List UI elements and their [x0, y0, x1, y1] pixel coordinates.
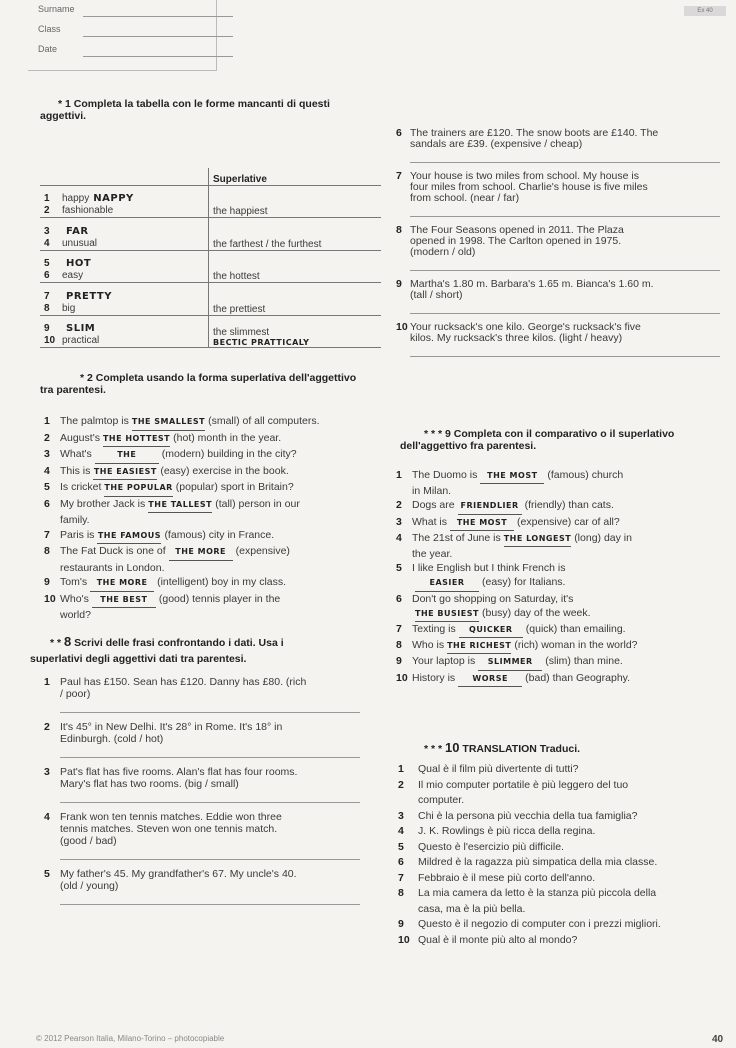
table-row	[40, 186, 381, 218]
table-cell-base	[40, 283, 209, 315]
sentence-start: Paris is	[60, 528, 95, 541]
translation-item	[398, 886, 728, 902]
ex9-list	[396, 468, 728, 687]
sentence-end: (easy) for Italians.	[482, 576, 566, 589]
item-number: 4	[396, 531, 402, 544]
superlative-text: the slimmest	[213, 327, 270, 338]
item-number: 8	[398, 887, 404, 899]
item-line: The trainers are £120. The snow boots are £140. The	[410, 127, 659, 139]
fill-in-item	[44, 464, 374, 481]
translation-item	[398, 855, 728, 871]
table-row	[40, 218, 381, 250]
item-line: The Four Seasons opened in 2011. The Plaza	[410, 224, 624, 236]
ex9-instruction	[400, 428, 730, 452]
table-cell-base	[40, 218, 209, 250]
superlative-text: the prettiest	[213, 303, 266, 315]
item-line: Pat's flat has five rooms. Alan's flat has four rooms.	[60, 766, 298, 778]
translation-text: Mildred è la ragazza più simpatica della mia classe.	[418, 856, 658, 868]
item-number: 10	[398, 933, 410, 946]
sentence-end: (famous) church	[547, 469, 624, 481]
ex10-instruction	[424, 740, 724, 755]
fill-in-item	[396, 561, 728, 575]
item-number: 10	[44, 592, 56, 605]
ex8-number: 8	[64, 634, 72, 649]
answer-blank[interactable]: THE LONGEST	[504, 532, 571, 547]
row-number: 8	[44, 302, 50, 314]
comparison-item	[44, 811, 374, 860]
translation-item	[398, 824, 728, 840]
sentence-start: The Fat Duck is one of	[60, 545, 166, 557]
item-number: 5	[396, 562, 402, 575]
sentence-end: (small) of all computers.	[208, 415, 320, 427]
item-number: 7	[44, 528, 50, 541]
item-number: 2	[398, 778, 404, 791]
handwritten-answer[interactable]: NAPPY	[93, 193, 134, 205]
base-word: big	[62, 302, 76, 314]
sentence-end: (busy) day of the week.	[482, 606, 591, 619]
fill-in-item	[396, 498, 728, 514]
fill-in-item	[396, 468, 728, 484]
answer-blank[interactable]: FRIENDLIER	[458, 499, 522, 514]
superlative-text: the hottest	[213, 271, 260, 283]
base-form-item	[44, 193, 204, 205]
item-line: Edinburgh. (cold / hot)	[60, 733, 164, 745]
sentence-start: Dogs are	[412, 499, 455, 512]
copyright: © 2012 Pearson Italia, Milano-Torino – photocopiable	[36, 1034, 225, 1043]
translation-item	[398, 778, 728, 794]
ex8-title: Scrivi delle frasi confrontando i dati. Usa i	[74, 637, 284, 649]
ex10-list	[398, 762, 728, 948]
comparison-item	[396, 225, 726, 271]
table-row	[40, 250, 381, 282]
base-form-item	[44, 258, 204, 270]
superlative-text: the farthest / the furthest	[213, 238, 322, 250]
row-number: 5	[44, 258, 50, 270]
row-number: 2	[44, 205, 50, 217]
sentence-start: Your laptop is	[412, 655, 476, 668]
base-word: happy	[62, 193, 90, 205]
answer-line[interactable]	[60, 700, 360, 713]
fill-in-item	[396, 515, 728, 531]
item-number: 3	[398, 809, 404, 822]
translation-text: Questo è l'esercizio più difficile.	[418, 840, 564, 853]
ex8-instruction	[30, 634, 390, 665]
item-line: four miles from school. Charlie's house is five miles	[410, 181, 648, 193]
answer-blank[interactable]: QUICKER	[459, 623, 523, 638]
item-line: Martha's 1.80 m. Barbara's 1.65 m. Bianca's 1.60 m.	[410, 278, 654, 290]
answer-blank[interactable]: THE	[95, 448, 159, 464]
sentence-start: My brother Jack is	[60, 497, 146, 510]
sentence-start: August's	[60, 431, 100, 444]
answer-line[interactable]	[410, 258, 720, 271]
item-number: 9	[396, 655, 402, 668]
translation-item	[398, 871, 728, 887]
ex9-title: Completa con il comparativo o il superlativo	[453, 428, 675, 440]
translation-text: J. K. Rowlings è più ricca della regina.	[418, 825, 596, 837]
sentence-end: (bad) than Geography.	[525, 671, 631, 684]
base-word: fashionable	[62, 205, 114, 217]
item-number: 6	[396, 127, 402, 139]
handwritten-answer[interactable]: PRETTY	[66, 290, 112, 302]
answer-blank[interactable]: EASIER	[415, 576, 479, 591]
sentence-end: (long) day in	[574, 531, 632, 544]
superlative-text: the happiest	[213, 206, 268, 218]
item-line: Frank won ten tennis matches. Eddie won three	[60, 811, 282, 823]
item-line: It's 45° in New Delhi. It's 28° in Rome. It's 18° in	[60, 721, 283, 733]
fill-in-item	[44, 561, 374, 576]
translation-text: Qual è il film più divertente di tutti?	[418, 763, 579, 775]
base-word: easy	[62, 270, 84, 282]
answer-line[interactable]	[410, 204, 720, 217]
item-number: 2	[396, 499, 402, 512]
table-cell-superlative	[209, 250, 382, 282]
comparison-item	[396, 128, 726, 163]
ex7-title: Completa la tabella con le forme mancanti di questi	[73, 98, 330, 110]
fill-in-item	[44, 480, 374, 497]
sentence-start: The Duomo is	[412, 469, 478, 481]
base-word: unusual	[62, 237, 98, 249]
item-number: 4	[398, 825, 404, 837]
sentence-start: The 21st of June is	[412, 531, 501, 544]
translation-text: casa, ma è la più bella.	[418, 902, 526, 915]
fill-in-item	[396, 531, 728, 547]
sentence-start: This is	[60, 464, 91, 477]
item-number: 5	[398, 840, 404, 853]
answer-blank[interactable]: THE BEST	[92, 593, 156, 609]
row-number: 4	[44, 237, 50, 249]
fill-in-item	[44, 528, 374, 545]
date-line[interactable]	[83, 56, 233, 57]
fill-in-item	[44, 447, 374, 464]
item-number: 7	[398, 871, 404, 884]
base-form-item	[44, 323, 204, 335]
item-line: My father's 45. My grandfather's 67. My uncle's 40.	[60, 868, 297, 880]
fill-in-item	[44, 497, 374, 514]
sentence-end: (expensive)	[235, 545, 290, 557]
item-line: Paul has £150. Sean has £120. Danny has £80. (rich	[60, 676, 307, 688]
handwritten-answer[interactable]: FAR	[66, 225, 89, 237]
item-line: from school. (near / far)	[410, 192, 520, 204]
answer-blank[interactable]: SLIMMER	[478, 655, 542, 670]
item-number: 9	[44, 576, 50, 588]
sentence-start: The palmtop is	[60, 415, 129, 427]
comparison-item	[396, 171, 726, 217]
sentence-end: (slim) than mine.	[545, 655, 623, 668]
answer-blank[interactable]: THE BUSIEST	[415, 607, 479, 622]
ex9-title2: dell'aggettivo fra parentesi.	[400, 440, 537, 452]
row-number: 9	[44, 323, 50, 334]
item-number: 4	[44, 464, 50, 477]
answer-blank[interactable]: THE MORE	[90, 576, 154, 592]
base-form-item	[44, 226, 204, 238]
translation-text: La mia camera da letto è la stanza più piccola della	[418, 887, 657, 899]
item-number: 5	[44, 481, 50, 493]
sentence-start: restaurants in London.	[60, 561, 165, 574]
row-number: 3	[44, 225, 50, 237]
page-number: 40	[712, 1034, 724, 1045]
fill-in-item	[396, 575, 728, 591]
table-header-row	[40, 168, 381, 186]
surname-line[interactable]	[83, 16, 233, 17]
translation-text: Chi è la persona più vecchia della tua famiglia?	[418, 809, 638, 822]
translation-item	[398, 840, 728, 856]
item-number: 10	[396, 321, 408, 333]
item-number: 9	[396, 278, 402, 290]
item-line: Your house is two miles from school. My house is	[410, 170, 639, 182]
base-form-item	[44, 291, 204, 303]
fill-in-item	[44, 575, 374, 592]
fill-in-item	[396, 606, 728, 622]
item-number: 2	[44, 721, 50, 733]
item-number: 8	[44, 545, 50, 557]
row-number: 6	[44, 270, 50, 282]
item-line: tennis matches. Steven won one tennis match.	[60, 823, 278, 835]
fill-in-item	[396, 547, 728, 561]
item-number: 9	[398, 918, 404, 930]
answer-line[interactable]	[410, 150, 720, 163]
sentence-start: Who is	[412, 639, 445, 652]
surname-label: Surname	[38, 4, 75, 14]
ex10-number: 10	[445, 740, 460, 755]
item-number: 6	[398, 856, 404, 868]
item-line: Mary's flat has two rooms. (big / small)	[60, 778, 239, 790]
table-cell-superlative	[209, 315, 382, 347]
class-label: Class	[38, 24, 61, 34]
base-form-item	[44, 205, 204, 217]
item-number: 1	[44, 676, 50, 688]
sentence-end: (hot) month in the year.	[173, 431, 282, 444]
answer-blank[interactable]: THE HOTTEST	[103, 432, 170, 448]
sentence-start: What is	[412, 515, 448, 528]
comparison-item	[44, 868, 374, 905]
answer-line[interactable]	[60, 745, 360, 758]
answer-blank[interactable]: WORSE	[458, 672, 522, 687]
item-number: 8	[396, 639, 402, 652]
answer-blank[interactable]: THE FAMOUS	[97, 529, 161, 545]
translation-text: computer.	[418, 794, 465, 806]
fill-in-item	[396, 622, 728, 638]
translation-text: Questo è il negozio di computer con i prezzi migliori.	[418, 918, 661, 930]
item-line: sandals are £39. (expensive / cheap)	[410, 138, 583, 150]
sentence-start: I like English but I think French is	[412, 562, 566, 575]
fill-in-item	[396, 671, 728, 687]
translation-text: Febbraio è il mese più corto dell'anno.	[418, 871, 596, 884]
translation-item	[398, 917, 728, 933]
fill-in-item	[44, 431, 374, 448]
comparison-item	[44, 766, 374, 803]
fill-in-item	[396, 592, 728, 606]
fill-in-item	[396, 654, 728, 670]
sentence-start: History is	[412, 671, 456, 684]
answer-line[interactable]	[410, 301, 720, 314]
item-number: 5	[44, 868, 50, 880]
fill-in-item	[44, 414, 374, 431]
sentence-start: What's	[60, 448, 92, 460]
sentence-start: world?	[60, 609, 91, 621]
item-number: 1	[44, 415, 50, 427]
row-number: 10	[44, 335, 56, 346]
table-cell-base	[40, 250, 209, 282]
sentence-end: (modern) building in the city?	[161, 448, 297, 460]
item-number: 6	[396, 592, 402, 605]
sentence-start: Texting is	[412, 623, 456, 636]
translation-text: Qual è il monte più alto al mondo?	[418, 933, 578, 946]
item-number: 3	[44, 766, 50, 778]
item-line: opened in 1998. The Carlton opened in 1975.	[410, 235, 622, 247]
ex7-instruction	[40, 98, 380, 122]
comparison-item	[44, 721, 374, 758]
sentence-start: in Milan.	[412, 485, 452, 498]
ex8-right-column	[396, 128, 726, 365]
ex2-number: 2	[87, 372, 93, 384]
ex2-star: *	[80, 372, 85, 384]
handwritten-answer[interactable]: HOT	[66, 258, 92, 270]
row-number: 1	[44, 193, 50, 205]
item-number: 6	[44, 497, 50, 510]
translation-item	[398, 902, 728, 918]
translation-item	[398, 762, 728, 778]
fill-in-item	[44, 513, 374, 528]
item-line: kilos. My rucksack's three kilos. (light / heavy)	[410, 332, 623, 344]
sentence-start: Tom's	[60, 576, 88, 588]
sentence-start: Don't go shopping on Saturday, it's	[412, 592, 574, 605]
ex2-title: Completa usando la forma superlativa dell'aggettivo	[95, 372, 357, 384]
sentence-start: Is cricket	[60, 481, 102, 493]
table-cell-base	[40, 186, 209, 218]
item-line: / poor)	[60, 688, 91, 700]
base-form-item	[44, 303, 204, 315]
handwritten-superlative[interactable]: BECTIC PRATTICALY	[213, 338, 310, 347]
translation-text: Il mio computer portatile è più leggero del tuo	[418, 778, 629, 791]
item-number: 7	[396, 170, 402, 182]
base-form-item	[44, 335, 204, 347]
superlative-table	[40, 168, 381, 348]
comparison-item	[44, 676, 374, 713]
handwritten-answer[interactable]: SLIM	[66, 323, 96, 334]
base-form-item	[44, 238, 204, 250]
answer-blank[interactable]: THE EASIEST	[93, 465, 157, 481]
base-word: practical	[62, 335, 100, 346]
item-number: 10	[396, 671, 408, 684]
fill-in-item	[396, 484, 728, 498]
answer-blank[interactable]: THE MOST	[480, 469, 544, 484]
date-label: Date	[38, 44, 58, 54]
class-line[interactable]	[83, 36, 233, 37]
sentence-start: Who's	[60, 592, 89, 605]
sentence-end: (quick) than emailing.	[525, 623, 626, 636]
item-line: (old / young)	[60, 880, 119, 892]
ex7-star: *	[58, 98, 63, 110]
ex2-title2: tra parentesi.	[40, 384, 106, 396]
fill-in-item	[44, 544, 374, 561]
item-number: 7	[396, 623, 402, 636]
col-superlative-header: Superlative	[209, 168, 382, 186]
item-number: 3	[44, 448, 50, 460]
fill-in-item	[44, 608, 374, 623]
item-number: 2	[44, 431, 50, 444]
sentence-end: (easy) exercise in the book.	[160, 464, 289, 477]
ex8-stars: * *	[50, 637, 62, 649]
sentence-start: the year.	[412, 548, 453, 561]
sentence-end: (famous) city in France.	[164, 528, 275, 541]
translation-item	[398, 809, 728, 825]
fill-in-item	[44, 592, 374, 609]
item-line: (tall / short)	[410, 289, 463, 301]
sentence-end: (popular) sport in Britain?	[175, 481, 294, 493]
table-cell-base	[40, 315, 209, 347]
sentence-end: (good) tennis player in the	[158, 592, 281, 605]
student-info-box	[28, 0, 217, 71]
item-number: 1	[398, 763, 404, 775]
item-line: (modern / old)	[410, 246, 476, 258]
item-number: 3	[396, 515, 402, 528]
sentence-end: (rich) woman in the world?	[514, 639, 638, 652]
table-cell-superlative	[209, 283, 382, 315]
ex2-list	[44, 414, 374, 623]
ex8-title2: superlativi degli aggettivi dati tra parentesi.	[30, 653, 247, 665]
translation-item	[398, 933, 728, 949]
answer-blank[interactable]: THE POPULAR	[104, 481, 172, 497]
ex9-number: 9	[445, 428, 451, 440]
sentence-end: (intelligent) boy in my class.	[157, 576, 287, 588]
corner-tag: Ex 40	[684, 6, 726, 16]
answer-line[interactable]	[60, 847, 360, 860]
base-form-item	[44, 270, 204, 282]
item-number: 4	[44, 811, 50, 823]
answer-blank[interactable]: THE MORE	[169, 545, 233, 561]
table-row	[40, 315, 381, 347]
ex10-title: TRANSLATION Traduci.	[462, 743, 581, 755]
table-cell-superlative	[209, 186, 382, 218]
sentence-end: (expensive) car of all?	[517, 515, 620, 528]
comparison-item	[396, 322, 726, 357]
item-number: 8	[396, 224, 402, 236]
answer-line[interactable]	[60, 892, 360, 905]
sentence-end: (tall) person in our	[215, 497, 300, 510]
item-line: Your rucksack's one kilo. George's rucksack's five	[410, 321, 641, 333]
ex2-instruction	[40, 372, 380, 396]
translation-item	[398, 793, 728, 809]
item-line: (good / bad)	[60, 835, 117, 847]
sentence-end: (friendly) than cats.	[524, 499, 614, 512]
ex10-stars: * * *	[424, 743, 443, 755]
ex9-stars: * * *	[424, 428, 443, 440]
sentence-start: family.	[60, 514, 90, 526]
item-number: 1	[396, 469, 402, 481]
answer-blank[interactable]: THE MOST	[450, 516, 514, 531]
answer-line[interactable]	[410, 344, 720, 357]
ex7-number: 1	[65, 98, 71, 110]
ex7-title2: aggettivi.	[40, 110, 87, 122]
row-number: 7	[44, 290, 50, 302]
ex8-list	[44, 676, 374, 913]
table-cell-superlative	[209, 218, 382, 250]
col-left-header	[40, 168, 209, 186]
answer-blank[interactable]: THE RICHEST	[447, 639, 511, 654]
table-row	[40, 283, 381, 315]
comparison-item	[396, 279, 726, 314]
answer-blank[interactable]: THE TALLEST	[148, 498, 212, 514]
answer-line[interactable]	[60, 790, 360, 803]
fill-in-item	[396, 638, 728, 654]
answer-blank[interactable]: THE SMALLEST	[132, 415, 205, 431]
